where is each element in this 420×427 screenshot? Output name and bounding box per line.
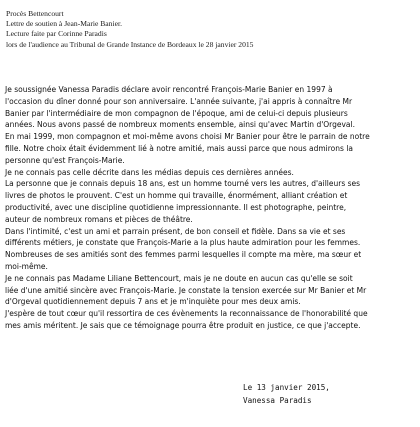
letter-line: Nombreuses de ses amitiés sont des femmes parmi lesquelles il compte ma mère, ma sœur et <box>5 250 362 260</box>
letter-line: Banier par l'intermédiaire de mon compagnon de l'époque, ami de celui-ci depuis plusieurs <box>5 108 348 118</box>
letter-line: Je ne connais pas celle décrite dans les médias depuis ces dernières années. <box>5 167 294 177</box>
letter-line: Je ne connais pas Madame Liliane Bettencourt, mais je ne doute en aucun cas qu'elle se soit <box>5 273 353 283</box>
letter-line: l'occasion du dîner donné pour son anniversaire. L'année suivante, j'ai appris à connaître Mr <box>5 96 353 106</box>
signature-name: Vanessa Paradis <box>243 396 312 405</box>
letter-line: moi-même. <box>5 261 48 271</box>
letter-line: fille. Notre choix était évidemment lié à notre amitié, mais aussi parce que nous admirons la <box>5 143 353 153</box>
header-line: Lecture faite par Corinne Paradis <box>6 29 107 39</box>
letter-line: La personne que je connais depuis 18 ans, est un homme tourné vers les autres, d'ailleurs ses <box>5 179 361 189</box>
letter-line: Dans l'intimité, c'est un ami et parrain présent, de bon conseil et fidèle. Dans sa vie et ses <box>5 226 346 236</box>
header-line: Lettre de soutien à Jean-Marie Banier. <box>6 19 122 29</box>
letter-body <box>5 84 415 332</box>
signature-date: Le 13 janvier 2015, <box>243 383 330 392</box>
letter-line: livres de photos le prouvent. C'est un homme qui travaille, énormément, alliant création et <box>5 191 348 201</box>
letter-line: J'espère de tout cœur qu'il ressortira de ces évènements la reconnaissance de l'honorabilité que <box>5 309 368 319</box>
letter-line: personne qu'est François-Marie. <box>5 155 125 165</box>
letter-line: Je soussignée Vanessa Paradis déclare avoir rencontré François-Marie Banier en 1997 à <box>5 85 333 94</box>
letter-line: En mai 1999, mon compagnon et moi-même avons choisi Mr Banier pour être le parrain de notre <box>5 132 370 142</box>
letter-line: différents métiers, je constate que François-Marie a la plus haute admiration pour les femmes. <box>5 238 361 248</box>
header-line: lors de l'audience au Tribunal de Grande Instance de Bordeaux le 28 janvier 2015 <box>6 39 254 49</box>
letter-line: d'Orgeval quotidiennement depuis 7 ans et je m'inquiète pour mes deux amis. <box>5 297 301 307</box>
letter-line: mes amis méritent. Je sais que ce témoignage pourra être produit en justice, ce que j'accepte. <box>5 320 361 330</box>
header-line: Procès Bettencourt <box>6 9 64 18</box>
signature-block <box>243 381 330 407</box>
letter-line: années. Nous avons passé de nombreux moments ensemble, ainsi qu'avec Martin d'Orgeval. <box>5 120 355 130</box>
letter-line: productivité, avec une discipline quotidienne impressionnante. Il est photographe, peintre, <box>5 202 347 212</box>
letter-line: liée d'une amitié sincère avec François-Marie. Je constate la tension exercée sur Mr Banier et Mr <box>5 285 367 295</box>
letter-line: auteur de nombreux romans et pièces de théâtre. <box>5 214 193 224</box>
document-header <box>6 9 411 50</box>
